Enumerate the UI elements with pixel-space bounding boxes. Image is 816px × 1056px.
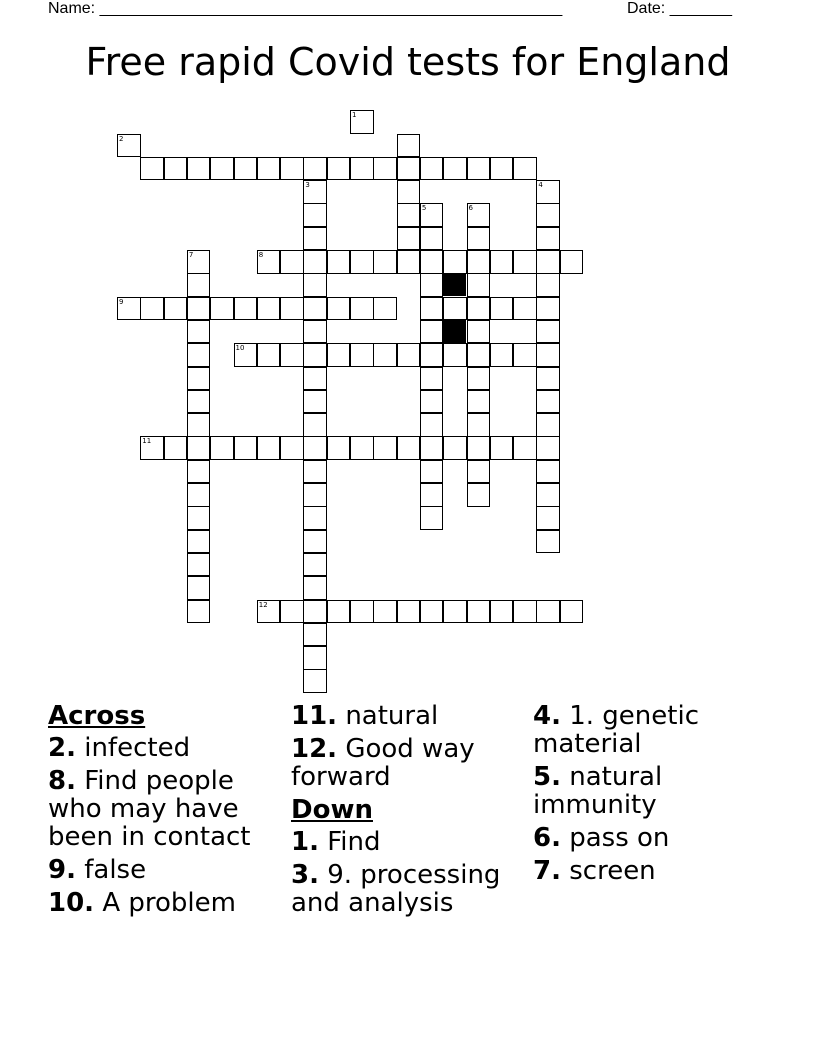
crossword-cell[interactable] [443,343,467,367]
crossword-cell[interactable] [280,157,304,181]
crossword-cell[interactable] [420,343,444,367]
crossword-cell[interactable] [303,180,327,204]
crossword-cell[interactable] [420,506,444,530]
crossword-cell[interactable] [560,250,584,274]
clue-number: 6. [533,823,561,853]
crossword-cell[interactable] [397,600,421,624]
crossword-cell[interactable] [397,343,421,367]
crossword-cell[interactable] [280,250,304,274]
black-square [443,273,466,296]
crossword-cell[interactable] [420,297,444,321]
crossword-cell[interactable] [187,273,211,297]
crossword-cell[interactable] [303,600,327,624]
clue-text: screen [569,856,656,886]
crossword-cell[interactable] [280,600,304,624]
crossword-cell[interactable] [303,390,327,414]
crossword-cell[interactable] [467,367,491,391]
crossword-cell[interactable] [187,250,211,274]
crossword-cell[interactable] [164,297,188,321]
clue-number: 11. [291,701,338,731]
crossword-cell[interactable] [490,157,514,181]
crossword-cell[interactable] [303,436,327,460]
crossword-cell[interactable] [536,273,560,297]
crossword-cell[interactable] [303,343,327,367]
crossword-cell[interactable] [467,390,491,414]
clue-down-3 [291,861,529,917]
crossword-cell[interactable] [397,157,421,181]
down-heading: Down [291,795,373,825]
crossword-cell[interactable] [280,436,304,460]
crossword-cell[interactable] [303,506,327,530]
crossword-cell[interactable] [490,436,514,460]
date-field-label: Date: _______ [627,0,732,17]
crossword-cell[interactable] [443,297,467,321]
crossword-cell[interactable] [467,483,491,507]
crossword-cell[interactable] [303,553,327,577]
crossword-cell[interactable] [187,320,211,344]
crossword-cell[interactable] [140,436,164,460]
crossword-cell[interactable] [513,250,537,274]
crossword-cell[interactable] [187,367,211,391]
across-heading: Across [48,701,146,731]
clue-number-label: 2 [119,134,124,143]
crossword-cell[interactable] [303,157,327,181]
clue-number: 9. [48,855,76,885]
crossword-cell[interactable] [187,413,211,437]
crossword-cell[interactable] [513,343,537,367]
crossword-cell[interactable] [210,157,234,181]
clue-across-10 [48,889,286,917]
crossword-cell[interactable] [164,157,188,181]
crossword-cell[interactable] [420,390,444,414]
crossword-cell[interactable] [303,576,327,600]
crossword-cell[interactable] [467,343,491,367]
clue-across-12 [291,735,529,791]
crossword-cell[interactable] [303,413,327,437]
crossword-cell[interactable] [490,250,514,274]
crossword-cell[interactable] [164,436,188,460]
clues-column-1 [48,700,286,922]
crossword-cell[interactable] [443,600,467,624]
clue-number: 4. [533,701,561,731]
crossword-cell[interactable] [187,390,211,414]
crossword-cell[interactable] [187,343,211,367]
crossword-cell[interactable] [327,297,351,321]
clue-number-label: 11 [142,437,152,446]
crossword-cell[interactable] [536,530,560,554]
clue-number-label: 1 [352,111,357,120]
crossword-cell[interactable] [303,227,327,251]
crossword-cell[interactable] [513,297,537,321]
crossword-cell[interactable] [467,320,491,344]
crossword-cell[interactable] [467,250,491,274]
crossword-cell[interactable] [210,436,234,460]
crossword-cell[interactable] [350,436,374,460]
crossword-cell[interactable] [117,134,141,158]
crossword-cell[interactable] [420,483,444,507]
clue-number: 2. [48,733,76,763]
crossword-cell[interactable] [257,250,281,274]
crossword-cell[interactable] [443,436,467,460]
crossword-cell[interactable] [536,506,560,530]
crossword-cell[interactable] [420,413,444,437]
crossword-cell[interactable] [187,600,211,624]
crossword-cell[interactable] [327,600,351,624]
crossword-cell[interactable] [467,460,491,484]
clue-text: pass on [569,823,670,853]
clue-across-9 [48,856,286,884]
crossword-cell[interactable] [257,343,281,367]
clue-number-label: 6 [468,204,473,213]
crossword-cell[interactable] [234,157,258,181]
crossword-cell[interactable] [187,576,211,600]
crossword-cell[interactable] [513,600,537,624]
clue-text: natural [345,701,439,731]
crossword-cell[interactable] [420,203,444,227]
crossword-cell[interactable] [303,367,327,391]
crossword-cell[interactable] [280,343,304,367]
crossword-cell[interactable] [420,600,444,624]
crossword-cell[interactable] [397,180,421,204]
clue-text: infected [84,733,191,763]
crossword-cell[interactable] [397,250,421,274]
clue-number: 1. [291,827,319,857]
crossword-cell[interactable] [350,343,374,367]
clue-text: Find people who may have been in contact [48,766,251,852]
crossword-cell[interactable] [234,436,258,460]
clue-text: false [84,855,147,885]
crossword-cell[interactable] [257,297,281,321]
crossword-cell[interactable] [536,320,560,344]
clue-number-label: 3 [305,181,310,190]
crossword-cell[interactable] [536,297,560,321]
crossword-cell[interactable] [373,250,397,274]
clue-text: Find [327,827,381,857]
crossword-cell[interactable] [327,157,351,181]
clues-column-3 [533,700,771,890]
crossword-cell[interactable] [536,436,560,460]
name-field-label: Name: ____________________________________________________ [48,0,563,17]
clue-across-2 [48,734,286,762]
crossword-cell[interactable] [350,297,374,321]
crossword-cell[interactable] [443,157,467,181]
crossword-cell[interactable] [187,530,211,554]
crossword-cell[interactable] [303,460,327,484]
puzzle-title: Free rapid Covid tests for England [85,40,731,84]
clue-down-7 [533,857,771,885]
crossword-cell[interactable] [303,297,327,321]
crossword-cell[interactable] [397,203,421,227]
clue-number: 7. [533,856,561,886]
crossword-cell[interactable] [303,320,327,344]
crossword-cell[interactable] [513,436,537,460]
crossword-cell[interactable] [187,297,211,321]
crossword-cell[interactable] [373,157,397,181]
clue-number: 10. [48,888,95,918]
crossword-cell[interactable] [350,250,374,274]
crossword-cell[interactable] [420,367,444,391]
crossword-cell[interactable] [257,600,281,624]
crossword-cell[interactable] [234,343,258,367]
crossword-cell[interactable] [257,436,281,460]
crossword-cell[interactable] [303,250,327,274]
crossword-cell[interactable] [536,460,560,484]
crossword-cell[interactable] [536,600,560,624]
crossword-cell[interactable] [490,600,514,624]
crossword-cell[interactable] [467,297,491,321]
crossword-cell[interactable] [140,297,164,321]
crossword-cell[interactable] [373,297,397,321]
crossword-cell[interactable] [187,436,211,460]
crossword-cell[interactable] [280,297,304,321]
crossword-cell[interactable] [397,436,421,460]
clue-text: A problem [102,888,236,918]
crossword-cell[interactable] [560,600,584,624]
black-square [443,320,466,343]
crossword-cell[interactable] [373,436,397,460]
crossword-cell[interactable] [536,203,560,227]
crossword-cell[interactable] [303,646,327,670]
clue-down-5 [533,763,771,819]
clue-across-11 [291,702,529,730]
crossword-cell[interactable] [467,436,491,460]
crossword-cell[interactable] [536,180,560,204]
crossword-cell[interactable] [536,413,560,437]
crossword-cell[interactable] [257,157,281,181]
crossword-cell[interactable] [397,227,421,251]
crossword-cell[interactable] [420,227,444,251]
crossword-cell[interactable] [443,250,467,274]
crossword-cell[interactable] [373,600,397,624]
crossword-cell[interactable] [187,157,211,181]
crossword-cell[interactable] [303,530,327,554]
crossword-cell[interactable] [140,157,164,181]
crossword-cell[interactable] [350,110,374,134]
crossword-cell[interactable] [303,203,327,227]
clue-text: 1. genetic material [533,701,699,759]
clue-text: natural immunity [533,762,663,820]
crossword-cell[interactable] [420,320,444,344]
crossword-cell[interactable] [303,623,327,647]
clue-number-label: 8 [258,251,264,259]
clue-down-4 [533,702,771,758]
crossword-cell[interactable] [467,273,491,297]
crossword-cell[interactable] [420,273,444,297]
crossword-cell[interactable] [536,390,560,414]
crossword-cell[interactable] [303,483,327,507]
crossword-cell[interactable] [327,343,351,367]
crossword-cell[interactable] [536,367,560,391]
clue-number-label: 10 [235,344,245,353]
clue-number: 5. [533,762,561,792]
clue-number-label: 4 [538,181,543,190]
crossword-cell[interactable] [420,157,444,181]
crossword-cell[interactable] [397,134,421,158]
clue-text: 9. processing and analysis [291,860,501,918]
crossword-cell[interactable] [513,157,537,181]
clue-down-6 [533,824,771,852]
crossword-cell[interactable] [490,343,514,367]
clue-number-label: 7 [188,251,194,259]
crossword-cell[interactable] [187,553,211,577]
crossword-cell[interactable] [467,157,491,181]
crossword-cell[interactable] [467,600,491,624]
crossword-cell[interactable] [420,436,444,460]
crossword-cell[interactable] [536,227,560,251]
clue-number: 3. [291,860,319,890]
crossword-cell[interactable] [187,460,211,484]
crossword-cell[interactable] [467,413,491,437]
crossword-cell[interactable] [420,460,444,484]
crossword-cell[interactable] [117,297,141,321]
crossword-cell[interactable] [187,483,211,507]
crossword-cell[interactable] [303,669,327,693]
crossword-cell[interactable] [536,343,560,367]
crossword-cell[interactable] [327,436,351,460]
clue-number-label: 9 [119,297,124,306]
clue-number: 12. [291,734,338,764]
crossword-cell[interactable] [490,297,514,321]
crossword-cell[interactable] [327,250,351,274]
clue-number: 8. [48,766,76,796]
crossword-cell[interactable] [536,250,560,274]
crossword-cell[interactable] [350,157,374,181]
crossword-cell[interactable] [234,297,258,321]
crossword-cell[interactable] [350,600,374,624]
crossword-cell[interactable] [187,506,211,530]
crossword-cell[interactable] [303,273,327,297]
clue-text: Good way forward [291,734,475,792]
crossword-cell[interactable] [467,227,491,251]
crossword-cell[interactable] [210,297,234,321]
crossword-cell[interactable] [420,250,444,274]
crossword-cell[interactable] [536,483,560,507]
clues-column-2 [291,700,529,922]
clue-across-8 [48,767,286,851]
crossword-cell[interactable] [373,343,397,367]
clue-down-1 [291,828,529,856]
clue-number-label: 12 [258,600,268,609]
clue-number-label: 5 [421,204,427,213]
crossword-cell[interactable] [467,203,491,227]
